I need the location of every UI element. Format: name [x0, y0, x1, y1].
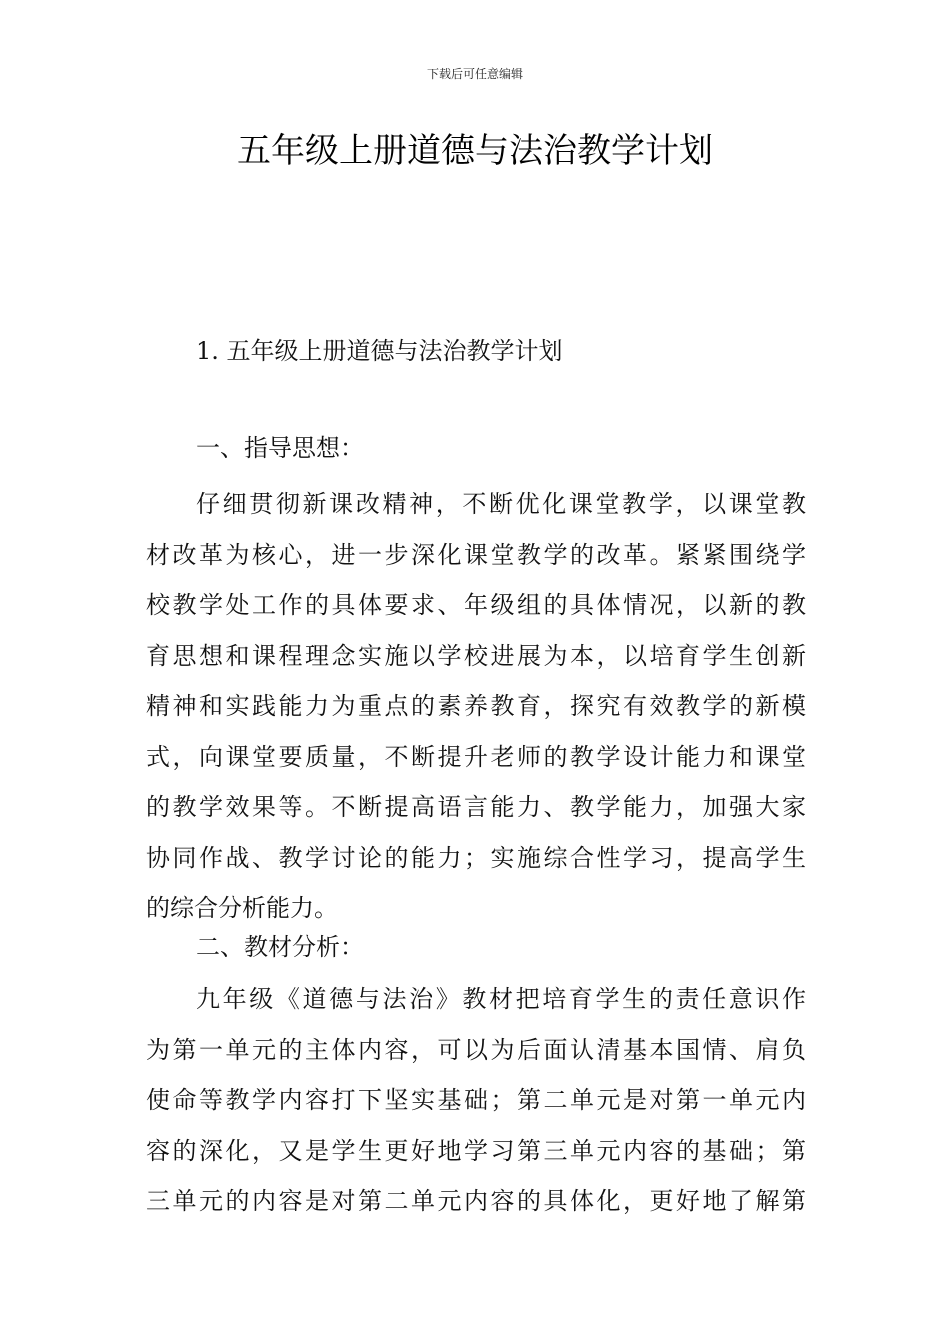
paragraph-line: 使命等教学内容打下坚实基础；第二单元是对第一单元内: [146, 1086, 806, 1114]
paragraph-line: 的教学效果等。不断提高语言能力、教学能力，加强大家: [146, 793, 806, 821]
heading-textbook-analysis: 二、教材分析：: [196, 933, 364, 961]
paragraph-line: 三单元的内容是对第二单元内容的具体化，更好地了解第: [146, 1187, 806, 1215]
paragraph-line: 精神和实践能力为重点的素养教育，探究有效教学的新模: [146, 692, 806, 720]
paragraph-line: 式，向课堂要质量，不断提升老师的教学设计能力和课堂: [146, 742, 806, 771]
paragraph-line: 材改革为核心，进一步深化课堂教学的改革。紧紧围绕学: [146, 540, 806, 569]
paragraph-guiding-ideology: [146, 479, 806, 934]
paragraph-line: 校教学处工作的具体要求、年级组的具体情况，以新的教: [146, 591, 806, 619]
section-subtitle: 1. 五年级上册道德与法治教学计划: [196, 337, 563, 365]
paragraph-line: 为第一单元的主体内容，可以为后面认清基本国情、肩负: [146, 1035, 806, 1064]
paragraph-line: 育思想和课程理念实施以学校进展为本，以培育学生创新: [146, 641, 806, 670]
document-title: 五年级上册道德与法治教学计划: [237, 131, 713, 171]
paragraph-line: 九年级《道德与法治》教材把培育学生的责任意识作: [196, 985, 806, 1013]
paragraph-line: 的综合分析能力。: [146, 894, 338, 922]
paragraph-line: 协同作战、教学讨论的能力；实施综合性学习，提高学生: [146, 843, 806, 872]
paragraph-line: 仔细贯彻新课改精神，不断优化课堂教学，以课堂教: [196, 490, 806, 518]
header-note: 下载后可任意编辑: [426, 67, 523, 81]
heading-guiding-ideology: 一、指导思想：: [196, 434, 364, 462]
paragraph-line: 容的深化，又是学生更好地学习第三单元内容的基础；第: [146, 1136, 806, 1165]
paragraph-textbook-analysis: [146, 974, 806, 1227]
